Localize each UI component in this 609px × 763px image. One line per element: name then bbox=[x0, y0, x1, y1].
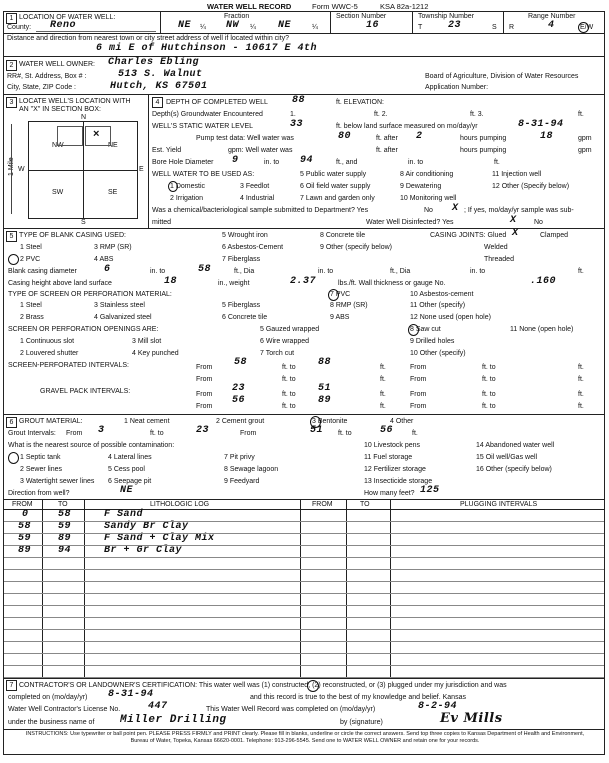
log-rule bbox=[4, 605, 604, 606]
bore-diameter-value[interactable]: 9 bbox=[232, 155, 239, 166]
openings-label: SCREEN OR PERFORATION OPENINGS ARE: bbox=[8, 326, 159, 333]
contam-abandoned-well[interactable]: 14 Abandoned water well bbox=[476, 442, 555, 449]
section-7-number: 7 bbox=[6, 680, 17, 691]
township-value[interactable]: 23 bbox=[448, 20, 462, 31]
address-label: RR#, St. Address, Box # : bbox=[7, 73, 87, 80]
elevation-label: ft. ELEVATION: bbox=[336, 99, 384, 106]
opening-none[interactable]: 11 None (open hole) bbox=[510, 326, 574, 333]
mitted-label: mitted bbox=[152, 219, 172, 226]
bore-label: Bore Hole Diameter bbox=[152, 159, 214, 166]
log-rule bbox=[4, 569, 604, 570]
hours-pumping-2-label: hours pumping bbox=[460, 147, 507, 154]
bore-ft-and-label: ft., and bbox=[336, 159, 358, 166]
pump-test-label: Pump test data: Well water was bbox=[196, 135, 294, 142]
log-row-from[interactable]: 0 bbox=[22, 509, 29, 520]
range-label: Range Number bbox=[528, 13, 576, 20]
use-domestic[interactable]: 1 Domestic bbox=[170, 183, 206, 190]
log-row-from[interactable]: 59 bbox=[18, 533, 32, 544]
section-6-number: 6 bbox=[6, 417, 17, 428]
fraction-label: Fraction bbox=[224, 13, 250, 20]
section-3-number: 3 bbox=[6, 97, 17, 108]
quarter-2[interactable]: NW bbox=[226, 20, 240, 31]
compass-e: E bbox=[139, 166, 144, 173]
ft-after-label: ft. after bbox=[376, 135, 398, 142]
section-2-number: 2 bbox=[6, 60, 17, 71]
opening-mill-slot[interactable]: 3 Mill slot bbox=[132, 338, 162, 345]
gi-ftto-2: ft. to bbox=[338, 430, 352, 437]
screen-abs[interactable]: 9 ABS bbox=[330, 314, 350, 321]
dia-ft-end-label: ft. bbox=[578, 268, 584, 275]
casing-pvc[interactable]: 2 PVC bbox=[20, 256, 41, 263]
s2-title: WATER WELL OWNER: bbox=[19, 61, 95, 68]
log-rule bbox=[4, 617, 604, 618]
sp-from-1[interactable]: 58 bbox=[234, 357, 248, 368]
s3-title-2: AN "X" IN SECTION BOX: bbox=[19, 106, 101, 113]
gp-from-label-1: From bbox=[196, 391, 213, 398]
casing-diameter-value[interactable]: 6 bbox=[104, 264, 111, 275]
casing-weight-value[interactable]: 2.37 bbox=[290, 276, 317, 287]
distance-label: Distance and direction from nearest town or city street address of well if located within city? bbox=[7, 35, 290, 42]
township-suffix: S bbox=[492, 24, 497, 31]
gi-ft-label: ft. bbox=[412, 430, 418, 437]
log-row-description[interactable]: F Sand bbox=[104, 509, 144, 520]
direction-label: Direction from well? bbox=[8, 490, 70, 497]
grout-cement-grout[interactable]: 2 Cement grout bbox=[216, 418, 265, 425]
casing-wrought-iron[interactable]: 5 Wrought iron bbox=[222, 232, 268, 239]
gpm-2-label: gpm bbox=[578, 147, 592, 154]
log-rule bbox=[4, 665, 604, 666]
sp-ft-4: ft. bbox=[578, 376, 584, 383]
screen-intervals-label: SCREEN-PERFORATED INTERVALS: bbox=[8, 362, 129, 369]
screen-stainless[interactable]: 3 Stainless steel bbox=[94, 302, 145, 309]
log-rule bbox=[4, 545, 604, 546]
contam-cess-pool[interactable]: 5 Cess pool bbox=[108, 466, 145, 473]
compass-s: S bbox=[81, 219, 86, 226]
contam-lateral[interactable]: 4 Lateral lines bbox=[108, 454, 152, 461]
screen-none[interactable]: 12 None used (open hole) bbox=[410, 314, 491, 321]
range-prefix: R bbox=[509, 24, 515, 31]
sp-ftto-3: ft. to bbox=[282, 376, 296, 383]
dia-in-to-2-label: in. to bbox=[318, 268, 334, 275]
gw-1-label: 1. bbox=[290, 111, 296, 118]
gauge-value[interactable]: .160 bbox=[530, 276, 557, 287]
contam-fuel[interactable]: 11 Fuel storage bbox=[364, 454, 413, 461]
screen-galvanized[interactable]: 4 Galvanized steel bbox=[94, 314, 152, 321]
contam-septic[interactable]: 1 Septic tank bbox=[20, 454, 61, 461]
signature-label: by (signature) bbox=[340, 719, 383, 726]
gi-ftto-1: ft. to bbox=[150, 430, 164, 437]
welded-label: Welded bbox=[484, 244, 508, 251]
opening-torch-cut[interactable]: 7 Torch cut bbox=[260, 350, 295, 357]
log-row-description[interactable]: Sandy Br Clay bbox=[104, 521, 189, 532]
gp-ft-1: ft. bbox=[380, 391, 386, 398]
log-row-description[interactable]: Br + Gr Clay bbox=[104, 545, 183, 556]
use-industrial[interactable]: 4 Industrial bbox=[240, 195, 275, 202]
quarter-1[interactable]: NE bbox=[178, 20, 192, 31]
dia-in-to-3-label: in. to bbox=[470, 268, 486, 275]
casing-pvc-circle bbox=[8, 254, 19, 265]
sp-ft-2: ft. bbox=[578, 364, 584, 371]
use-public-supply[interactable]: 5 Public water supply bbox=[300, 171, 367, 178]
dia-ft-2-label: ft., Dia bbox=[390, 268, 411, 275]
opening-wire-wrapped[interactable]: 6 Wire wrapped bbox=[260, 338, 310, 345]
gp-ftto-4: ft. to bbox=[482, 403, 496, 410]
gp-ft-2: ft. bbox=[578, 391, 584, 398]
casing-to-value[interactable]: 58 bbox=[198, 264, 212, 275]
board-label: Board of Agriculture, Division of Water Resources bbox=[425, 73, 579, 80]
gw-2-label: ft. 2. bbox=[374, 111, 388, 118]
groundwater-label: Depth(s) Groundwater Encountered bbox=[152, 111, 263, 118]
casing-type-label: TYPE OF BLANK CASING USED: bbox=[19, 232, 126, 239]
section-1-number: 1 bbox=[6, 13, 17, 24]
application-number-label: Application Number: bbox=[425, 84, 489, 91]
log-rule bbox=[4, 641, 604, 642]
contam-fertilizer[interactable]: 12 Fertilizer storage bbox=[364, 466, 426, 473]
disinfected-no-label: No bbox=[534, 219, 543, 226]
county-value[interactable]: Reno bbox=[50, 20, 77, 31]
gw-end-label: ft. bbox=[578, 111, 584, 118]
township-label: Township Number bbox=[418, 13, 475, 20]
static-label: WELL'S STATIC WATER LEVEL bbox=[152, 123, 254, 130]
static-level-value[interactable]: 33 bbox=[290, 119, 304, 130]
license-value[interactable]: 447 bbox=[148, 701, 168, 712]
casing-asbestos[interactable]: 6 Asbestos-Cement bbox=[222, 244, 284, 251]
casing-rmp[interactable]: 3 RMP (SR) bbox=[94, 244, 132, 251]
compass-w: W bbox=[18, 166, 25, 173]
casing-height-value[interactable]: 18 bbox=[164, 276, 178, 287]
use-other[interactable]: 12 Other (Specify below) bbox=[492, 183, 570, 190]
log-rule bbox=[4, 533, 604, 534]
gp-to-2[interactable]: 89 bbox=[318, 395, 332, 406]
chem-sample-label: Was a chemical/bacteriological sample submitted to Department? Yes bbox=[152, 207, 369, 214]
quadrant-se: SE bbox=[108, 189, 118, 196]
log-header-plugging: PLUGGING INTERVALS bbox=[460, 501, 538, 508]
log-header-from-2: FROM bbox=[312, 501, 333, 508]
certification-line-1: CONTRACTOR'S OR LANDOWNER'S CERTIFICATION: This water well was (1) constructed, (2) reconstructed, or (3) plugged under my jurisdiction and was bbox=[19, 682, 507, 689]
opening-saw-cut[interactable]: 8 Saw cut bbox=[410, 326, 441, 333]
gp-from-1[interactable]: 23 bbox=[232, 383, 246, 394]
sp-from-label-4: From bbox=[410, 376, 427, 383]
screen-concrete[interactable]: 6 Concrete tile bbox=[222, 314, 268, 321]
quadrant-nw: NW bbox=[52, 142, 64, 149]
gw-3-label: ft. 3. bbox=[470, 111, 484, 118]
well-location-x-mark[interactable]: × bbox=[93, 128, 100, 140]
ft-after-2-label: ft. after bbox=[376, 147, 398, 154]
contam-septic-circle bbox=[8, 452, 19, 464]
screen-brass[interactable]: 2 Brass bbox=[20, 314, 44, 321]
use-monitoring-well[interactable]: 10 Monitoring well bbox=[400, 195, 457, 202]
gp-ftto-2: ft. to bbox=[482, 391, 496, 398]
sp-from-label-3: From bbox=[196, 376, 213, 383]
use-lawn-garden[interactable]: 7 Lawn and garden only bbox=[300, 195, 375, 202]
log-header-from: FROM bbox=[12, 501, 33, 508]
use-oil-field[interactable]: 6 Oil field water supply bbox=[300, 183, 371, 190]
form-title: WATER WELL RECORD bbox=[207, 2, 292, 11]
log-rule bbox=[4, 653, 604, 654]
gp-from-label-3: From bbox=[196, 403, 213, 410]
log-row-description[interactable]: F Sand + Clay Mix bbox=[104, 533, 215, 544]
log-row-from[interactable]: 89 bbox=[18, 545, 32, 556]
opening-drilled[interactable]: 9 Drilled holes bbox=[410, 338, 455, 345]
use-feedlot[interactable]: 3 Feedlot bbox=[240, 183, 270, 190]
screen-steel[interactable]: 1 Steel bbox=[20, 302, 42, 309]
sp-ft-3: ft. bbox=[380, 376, 386, 383]
gp-to-1[interactable]: 51 bbox=[318, 383, 332, 394]
opening-gauzed[interactable]: 5 Gauzed wrapped bbox=[260, 326, 320, 333]
how-many-feet-value[interactable]: 125 bbox=[420, 485, 440, 496]
gi-from-label-2: From bbox=[240, 430, 257, 437]
dia-in-to-label: in. to bbox=[150, 268, 166, 275]
gp-from-2[interactable]: 56 bbox=[232, 395, 246, 406]
township-prefix: T bbox=[418, 24, 423, 31]
s1-title: LOCATION OF WATER WELL: bbox=[19, 14, 116, 21]
contam-seepage[interactable]: 6 Seepage pit bbox=[108, 478, 152, 485]
gi-to-1[interactable]: 23 bbox=[196, 425, 210, 436]
owner-name[interactable]: Charles Ebling bbox=[108, 57, 200, 68]
contamination-label: What is the nearest source of possible contamination: bbox=[8, 442, 175, 449]
static-date-value[interactable]: 8-31-94 bbox=[518, 119, 564, 130]
grout-label: GROUT MATERIAL: bbox=[19, 418, 83, 425]
record-date-value[interactable]: 8-2-94 bbox=[418, 701, 458, 712]
log-header-to-2: TO bbox=[360, 501, 370, 508]
screen-pvc[interactable]: 7 PVC bbox=[330, 291, 351, 298]
screen-type-label: TYPE OF SCREEN OR PERFORATION MATERIAL: bbox=[8, 291, 172, 298]
log-rule bbox=[4, 521, 604, 522]
disinfected-label: Water Well Disinfected? Yes bbox=[366, 219, 454, 226]
log-row-to[interactable]: 59 bbox=[58, 521, 72, 532]
log-rule bbox=[4, 593, 604, 594]
contam-sewer[interactable]: 2 Sewer lines bbox=[20, 466, 63, 473]
sp-to-1[interactable]: 88 bbox=[318, 357, 332, 368]
casing-joints-label: CASING JOINTS: Glued bbox=[430, 232, 507, 239]
sp-ftto-4: ft. to bbox=[482, 376, 496, 383]
log-rule bbox=[4, 629, 604, 630]
bore-ft-label: ft. bbox=[494, 159, 500, 166]
log-row-from[interactable]: 58 bbox=[18, 521, 32, 532]
depth-value[interactable]: 88 bbox=[292, 95, 306, 106]
yield-label: Est. Yield bbox=[152, 147, 182, 154]
range-east-circle bbox=[578, 22, 589, 33]
use-irrigation[interactable]: 2 Irrigation bbox=[170, 195, 204, 202]
county-label: County: bbox=[7, 24, 32, 31]
dia-ft-label: ft., Dia bbox=[234, 268, 255, 275]
contam-oil-gas[interactable]: 15 Oil well/Gas well bbox=[476, 454, 538, 461]
gauge-label: lbs./ft. Wall thickness or gauge No. bbox=[338, 280, 446, 287]
quadrant-ne: NE bbox=[108, 142, 118, 149]
contam-other[interactable]: 16 Other (specify below) bbox=[476, 466, 552, 473]
owner-address[interactable]: 513 S. Walnut bbox=[118, 69, 203, 80]
business-label: under the business name of bbox=[8, 719, 95, 726]
mile-label: 1 Mile bbox=[8, 157, 15, 176]
grout-other[interactable]: 4 Other bbox=[390, 418, 414, 425]
city-label: City, State, ZIP Code : bbox=[7, 84, 76, 91]
opening-continuous[interactable]: 1 Continuous slot bbox=[20, 338, 75, 345]
ksa-reference: KSA 82a-1212 bbox=[380, 2, 429, 11]
opening-louvered[interactable]: 2 Louvered shutter bbox=[20, 350, 79, 357]
sp-ft-1: ft. bbox=[380, 364, 386, 371]
section-4-number: 4 bbox=[152, 97, 163, 108]
gp-ft-4: ft. bbox=[578, 403, 584, 410]
compass-n: N bbox=[81, 114, 87, 121]
gp-from-label-4: From bbox=[410, 403, 427, 410]
opening-saw-cut-circle bbox=[408, 324, 419, 336]
log-row-to[interactable]: 94 bbox=[58, 545, 72, 556]
casing-height-label: Casing height above land surface bbox=[8, 280, 112, 287]
casing-diameter-label: Blank casing diameter bbox=[8, 268, 77, 275]
gi-from-label-1: From bbox=[66, 430, 83, 437]
pump-ft-value[interactable]: 80 bbox=[338, 131, 352, 142]
distance-value[interactable]: 6 mi E of Hutchinson - 10617 E 4th bbox=[96, 43, 318, 54]
contam-pit-privy[interactable]: 7 Pit privy bbox=[224, 454, 255, 461]
casing-steel[interactable]: 1 Steel bbox=[20, 244, 42, 251]
opening-key-punched[interactable]: 4 Key punched bbox=[132, 350, 179, 357]
contam-lagoon[interactable]: 8 Sewage lagoon bbox=[224, 466, 279, 473]
range-ew: E/W bbox=[580, 24, 594, 31]
screen-pvc-circle bbox=[328, 289, 339, 301]
log-row-to[interactable]: 89 bbox=[58, 533, 72, 544]
bore-in-to-label: in. to bbox=[264, 159, 280, 166]
log-header-to: TO bbox=[58, 501, 68, 508]
chem-no-label: No bbox=[424, 207, 433, 214]
use-injection-well[interactable]: 11 Injection well bbox=[492, 171, 542, 178]
owner-city[interactable]: Hutch, KS 67501 bbox=[110, 81, 208, 92]
casing-abs[interactable]: 4 ABS bbox=[94, 256, 114, 263]
chem-tail-label: ; If yes, mo/day/yr sample was sub- bbox=[464, 207, 574, 214]
instructions-text: INSTRUCTIONS: Use typewriter or ball point pen. PLEASE PRESS FIRMLY and PRINT clearly. Please fill in blanks, underline or circle the correct answers. Send top three copies to Kansas Department of Health and Environment, Bureau of Water, Topeka, Kansas 66620-0001. Telephone: 913-296-5545. Send one to WATER WELL OWNER and retain one for your records. bbox=[25, 731, 585, 744]
casing-concrete-tile[interactable]: 8 Concrete tile bbox=[320, 232, 366, 239]
log-row-to[interactable]: 58 bbox=[58, 509, 72, 520]
screen-rmp[interactable]: 8 RMP (SR) bbox=[330, 302, 368, 309]
gravel-intervals-label: GRAVEL PACK INTERVALS: bbox=[40, 388, 131, 395]
range-value[interactable]: 4 bbox=[548, 20, 555, 31]
casing-fiberglass[interactable]: 7 Fiberglass bbox=[222, 256, 261, 263]
use-label: WELL WATER TO BE USED AS: bbox=[152, 171, 255, 178]
gp-ftto-1: ft. to bbox=[282, 391, 296, 398]
use-air-conditioning[interactable]: 8 Air conditioning bbox=[400, 171, 454, 178]
section-5-number: 5 bbox=[6, 231, 17, 242]
use-domestic-circle bbox=[168, 181, 178, 192]
pump-gpm-value[interactable]: 18 bbox=[540, 131, 554, 142]
quadrant-sw: SW bbox=[52, 189, 64, 196]
completed-label: completed on (mo/day/yr) bbox=[8, 694, 88, 701]
constructed-circle bbox=[307, 680, 319, 692]
how-many-feet-label: How many feet? bbox=[364, 490, 415, 497]
gi-to-2[interactable]: 56 bbox=[380, 425, 394, 436]
s3-title: LOCATE WELL'S LOCATION WITH bbox=[19, 98, 131, 105]
casing-weight-label: in., weight bbox=[218, 280, 250, 287]
glued-mark[interactable]: X bbox=[512, 228, 519, 239]
opening-other[interactable]: 10 Other (specify) bbox=[410, 350, 466, 357]
use-dewatering[interactable]: 9 Dewatering bbox=[400, 183, 442, 190]
gi-from-2[interactable]: 51 bbox=[310, 425, 324, 436]
screen-fiberglass[interactable]: 5 Fiberglass bbox=[222, 302, 261, 309]
sp-ftto-1: ft. to bbox=[282, 364, 296, 371]
screen-asbestos[interactable]: 10 Asbestos-cement bbox=[410, 291, 474, 298]
license-label: Water Well Contractor's License No. bbox=[8, 706, 121, 713]
section-number-label: Section Number bbox=[336, 13, 387, 20]
contam-livestock[interactable]: 10 Livestock pens bbox=[364, 442, 421, 449]
gp-from-label-2: From bbox=[410, 391, 427, 398]
screen-other[interactable]: 11 Other (specify) bbox=[410, 302, 466, 309]
log-header-lithologic: LITHOLOGIC LOG bbox=[150, 501, 210, 508]
quarter-mark-2: ¼ bbox=[250, 24, 256, 31]
contam-watertight-sewer[interactable]: 3 Watertight sewer lines bbox=[20, 478, 95, 485]
contam-insecticide[interactable]: 13 Insecticide storage bbox=[364, 478, 433, 485]
sp-from-label-1: From bbox=[196, 364, 213, 371]
certification-line-2: and this record is true to the best of my knowledge and belief. Kansas bbox=[250, 694, 466, 701]
grout-neat-cement[interactable]: 1 Neat cement bbox=[124, 418, 170, 425]
chem-no-mark[interactable]: X bbox=[452, 203, 459, 214]
signature[interactable]: Ev Mills bbox=[440, 711, 503, 726]
gp-ftto-3: ft. to bbox=[282, 403, 296, 410]
clamped-label: Clamped bbox=[540, 232, 569, 239]
casing-other[interactable]: 9 Other (specify below) bbox=[320, 244, 392, 251]
section-subbox bbox=[57, 126, 83, 146]
depth-label: DEPTH OF COMPLETED WELL bbox=[166, 99, 268, 106]
grout-intervals-label: Grout Intervals: bbox=[8, 430, 56, 437]
gpm-label: gpm bbox=[578, 135, 592, 142]
sp-ftto-2: ft. to bbox=[482, 364, 496, 371]
threaded-label: Threaded bbox=[484, 256, 514, 263]
quarter-3[interactable]: NE bbox=[278, 20, 292, 31]
hours-pumping-label: hours pumping bbox=[460, 135, 507, 142]
disinfected-no-mark[interactable]: X bbox=[510, 215, 517, 226]
quarter-mark-1: ¼ bbox=[200, 24, 206, 31]
quarter-mark-3: ¼ bbox=[312, 24, 318, 31]
grout-bentonite[interactable]: 3 Bentonite bbox=[312, 418, 348, 425]
record-completed-label: This Water Well Record was completed on (mo/day/yr) bbox=[206, 706, 376, 713]
log-rule bbox=[4, 557, 604, 558]
sp-from-label-2: From bbox=[410, 364, 427, 371]
completed-date-value[interactable]: 8-31-94 bbox=[108, 689, 154, 700]
bore-to-value[interactable]: 94 bbox=[300, 155, 314, 166]
contam-feedyard[interactable]: 9 Feedyard bbox=[224, 478, 260, 485]
business-name-value[interactable]: Miller Drilling bbox=[120, 714, 227, 726]
gp-ft-3: ft. bbox=[380, 403, 386, 410]
gi-from-1[interactable]: 3 bbox=[98, 425, 105, 436]
log-rule bbox=[4, 581, 604, 582]
pump-hours-value[interactable]: 2 bbox=[416, 131, 423, 142]
bore-in-to-2-label: in. to bbox=[408, 159, 424, 166]
direction-value[interactable]: NE bbox=[120, 485, 134, 496]
form-number: Form WWC-5 bbox=[312, 2, 358, 11]
static-mid-label: ft. below land surface measured on mo/day/yr bbox=[336, 123, 478, 130]
section-number-value[interactable]: 16 bbox=[366, 20, 380, 31]
yield-mid-label: gpm: Well water was bbox=[228, 147, 293, 154]
